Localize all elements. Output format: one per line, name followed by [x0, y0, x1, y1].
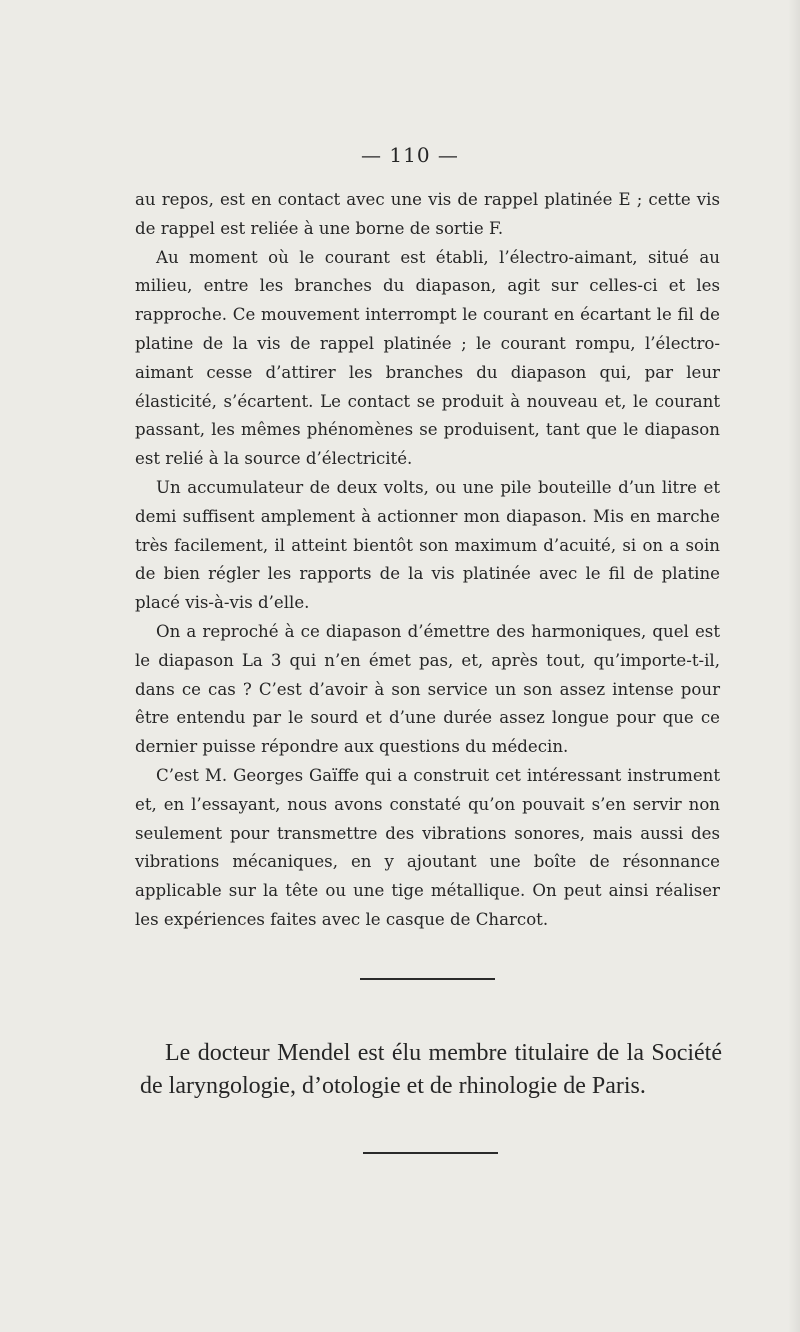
section-divider-top	[360, 978, 495, 980]
page-number: — 110 —	[361, 143, 459, 167]
paragraph-harmoniques: On a reproché à ce diapason d’émettre des harmoniques, quel est le diapason La 3 qui n’en émet pas, et, après tout, qu’importe-t-il, dans ce cas ? C’est d’avoir à son service un son assez intense pour être entendu par le sourd et d’une durée assez longue pour que ce dernier puisse répondre aux questions du médecin.	[135, 621, 720, 757]
announcement	[140, 1037, 722, 1103]
paragraph-accumulateur: Un accumulateur de deux volts, ou une pile bouteille d’un litre et demi suffisent amplement à actionner mon diapason. Mis en marche très facilement, il atteint bientôt son maximum d’acuité, si on a soin de bien régler les rapports de la vis platinée avec le fil de platine placé vis-à-vis d’elle.	[135, 477, 720, 613]
announcement-text: Le docteur Mendel est élu membre titulaire de la Société de laryngologie, d’otologie et de rhinologie de Paris.	[140, 1040, 722, 1099]
paragraph-continued: au repos, est en contact avec une vis de rappel platinée E ; cette vis de rappel est reliée à une borne de sortie F.	[135, 190, 720, 238]
paragraph-electro-aimant: Au moment où le courant est établi, l’électro-aimant, situé au milieu, entre les branches du diapason, agit sur celles-ci et les rapproche. Ce mouvement interrompt le courant en écartant le fil de platine de la vis de rappel platinée ; le courant rompu, l’électro-aimant cesse d’attirer les branches du diapason qui, par leur élasticité, s’écartent. Le contact se produit à nouveau et, le courant passant, les mêmes phénomènes se produisent, tant que le diapason est relié à la source d’électricité.	[135, 247, 720, 469]
paragraph-gaiffe: C’est M. Georges Gaïffe qui a construit cet intéressant instrument et, en l’essayant, nous avons constaté qu’on pouvait s’en servir non seulement pour transmettre des vibrations sonores, mais aussi des vibrations mécaniques, en y ajoutant une boîte de résonnance applicable sur la tête ou une tige métallique. On peut ainsi réaliser les expériences faites avec le casque de Charcot.	[135, 765, 720, 929]
article-body	[135, 186, 720, 935]
section-divider-bottom	[363, 1152, 498, 1154]
